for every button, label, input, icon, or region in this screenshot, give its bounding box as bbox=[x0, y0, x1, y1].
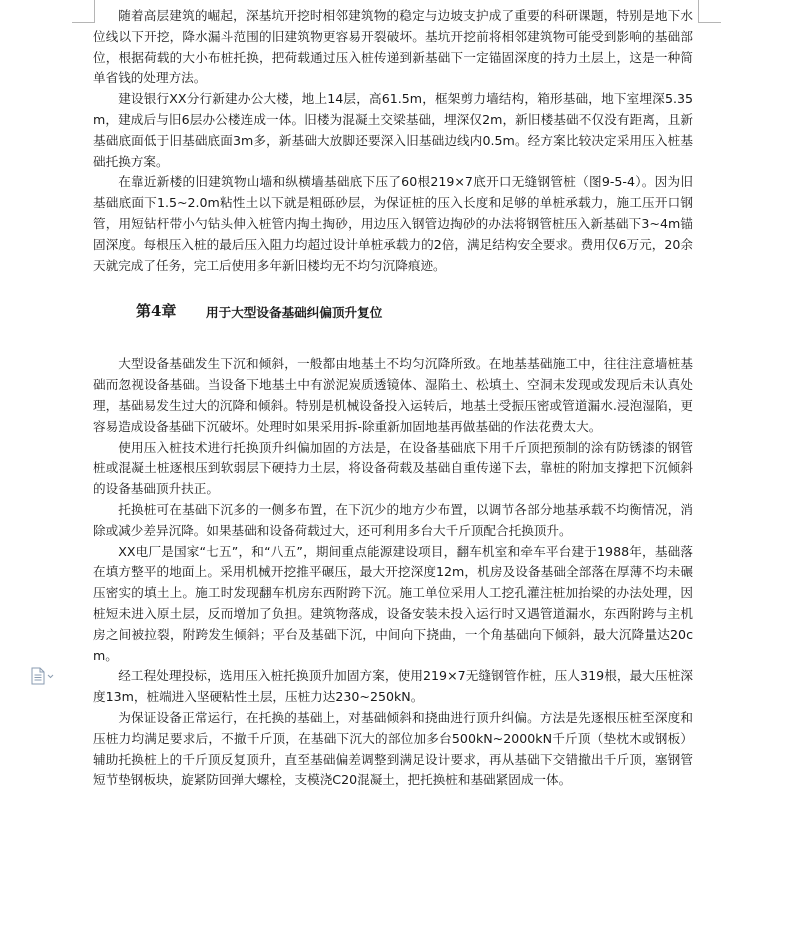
paragraph: 经工程处理投标，选用压入桩托换顶升加固方案，使用219×7无缝钢管作桩，压人319根，最大压桩深度13m，桩端进入坚硬粘性土层，压桩力达230~250kN。 bbox=[93, 668, 693, 705]
paragraph: 大型设备基础发生下沉和倾斜，一般都由地基土不均匀沉降所致。在地基基础施工中，往往注意墙桩基础而忽视设备基础。当设备下地基土中有淤泥炭质透镜体、湿陷土、松填土、空洞未发现或发现后未认真处理，基础易发生过大的沉降和倾斜。特别是机械设备投入运转后，地基土受振压密或管道漏水.浸泡湿陷，更容易造成设备基础下沉破坏。处理时如果采用拆-除重新加固地基再做基础的作法花费太大。 bbox=[93, 356, 693, 434]
crop-mark-top-right bbox=[698, 0, 721, 23]
paragraph: 为保证设备正常运行，在托换的基础上，对基础倾斜和挠曲进行顶升纠偏。方法是先逐根压桩至深度和压桩力均满足要求后，不撤千斤顶，在基础下沉大的部位加多台500kN~2000kN千斤顶（垫枕木或钢板）辅助托换桩上的千斤顶反复顶升，直至基础偏差调整到满足设计要求，再从基础下交错撤出千斤顶，塞钢管短节垫钢板块，旋紧防回弹大螺栓，支模浇C20混凝土，把托换桩和基础紧固成一体。 bbox=[93, 709, 693, 788]
crop-mark-top-left bbox=[72, 0, 95, 23]
paragraph: 在靠近新楼的旧建筑物山墙和纵横墙基础底下压了60根219×7底开口无缝钢管桩（图9-5-4）。因为旧基础底面下1.5~2.0m粘性土以下就是粗砾砂层，为保证桩的压入长度和足够的单桩承载力，施工压开口钢管，用短钻杆带小勺钻头伸入桩管内掏土掏砂，用边压入钢管边掏砂的办法将钢管桩压入新基础下3~4m锚固深度。每根压入桩的最后压入阻力均超过设计单桩承载力的2倍，满足结构安全要求。费用仅6万元，20余天就完成了任务，完工后使用多年新旧楼均无不均匀沉降痕迹。 bbox=[93, 174, 693, 273]
paragraph: 建设银行XX分行新建办公大楼，地上14层，高61.5m，框架剪力墙结构，箱形基础，地下室埋深5.35m，建成后与旧6层办公楼连成一体。旧楼为混凝土交梁基础，埋深仅2m，新旧楼基础不仅没有距离，且新基础底面低于旧基础底面3m多，新基础大放脚还要深入旧基础边线内0.5m。经方案比较决定采用压入桩基础托换方案。 bbox=[93, 91, 693, 169]
chapter-number: 第4章 bbox=[136, 302, 177, 321]
paragraph: 随着高层建筑的崛起，深基坑开挖时相邻建筑物的稳定与边坡支护成了重要的科研课题，特别是地下水位线以下开挖，降水漏斗范围的旧建筑物更容易开裂破坏。基坑开挖前将相邻建筑物可能受到影响的基础部位，根据荷载的大小布桩托换，把荷载通过压入桩传递到新基础下一定锚固深度的持力土层上，这是一种简单省钱的处理方法。 bbox=[93, 8, 693, 86]
paragraph: XX电厂是国家“七五”，和“八五”，期间重点能源建设项目，翻车机室和牵车平台建于1988年，基础落在填方整平的地面上。采用机械开挖推平碾压，最大开挖深度12m，机房及设备基础全部落在厚薄不均未碾压密实的填土上。施工时发现翻车机房东西附跨下沉。施工单位采用人工挖孔灌注桩加抬梁的办法处理，因桩短未进入原土层，反而增加了负担。建筑物落成，设备安装未投入运行时又遇管道漏水，东西附跨与主机房之间被拉裂，附跨发生倾斜；平台及基础下沉，中间向下挠曲，一个角基础向下倾斜，最大沉降量达20cm。 bbox=[93, 543, 693, 663]
document-body bbox=[93, 6, 693, 791]
document-icon bbox=[29, 667, 57, 685]
paragraph: 托换桩可在基础下沉多的一侧多布置，在下沉少的地方少布置，以调节各部分地基承载不均衡情况，消除或减少差异沉降。如果基础和设备荷载过大，还可利用多台大千斤顶配合托换顶升。 bbox=[93, 501, 693, 538]
chapter-heading bbox=[93, 296, 693, 328]
document-icon[interactable] bbox=[29, 667, 57, 685]
paragraph: 使用压入桩技术进行托换顶升纠偏加固的方法是，在设备基础底下用千斤顶把预制的涂有防锈漆的钢管桩或混凝土桩逐根压到软弱层下硬持力土层，将设备荷载及基础自重传递下去，靠桩的附加支撑把下沉倾斜的设备基础顶升扶正。 bbox=[93, 439, 693, 497]
chapter-title: 用于大型设备基础纠偏顶升复位 bbox=[206, 305, 383, 321]
